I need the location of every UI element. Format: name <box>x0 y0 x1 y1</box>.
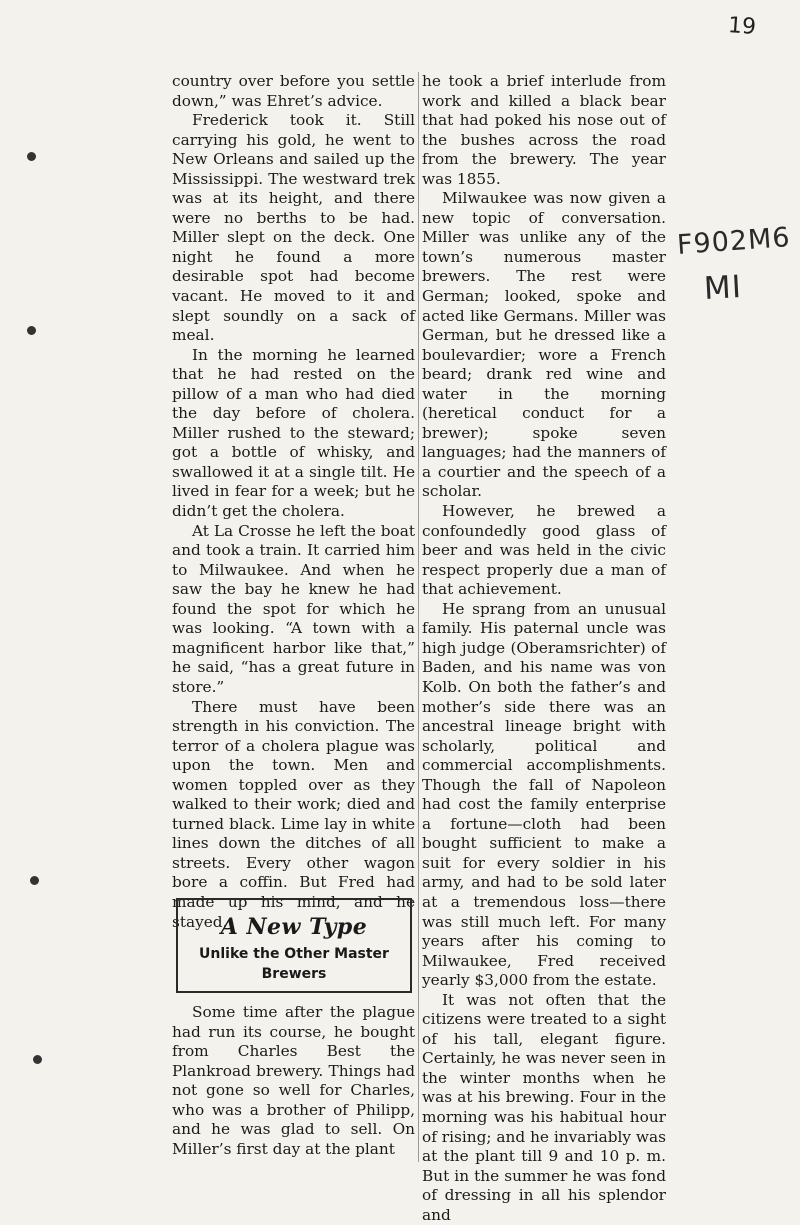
paragraph: He sprang from an unusual family. His paternal uncle was high judge (Oberamsrichter) of Baden, and his name was von Kolb. On both the father’s and mother’s side there was an ancestral lineage bright with scholarly, political and commercial accomplishments. Though the fall of Napoleon had cost the family enterprise a fortune—cloth had been bought sufficient to make a suit for every soldier in his army, and had to be sold later at a tremendous loss—there was still much left. For many years after his coming to Milwaukee, Fred received yearly $3,000 from the estate. <box>422 599 666 990</box>
margin-note-initials: MI <box>703 269 743 307</box>
article-left-column <box>172 72 415 932</box>
paragraph: At La Crosse he left the boat and took a train. It carried him to Milwaukee. And when he saw the bay he knew he had found the spot for which he was looking. “A town with a magnificent harbor like that,” he said, “has a great future in store.” <box>172 521 415 696</box>
paragraph: he took a brief interlude from work and killed a black bear that had poked his nose out of the bushes across the road from the brewery. The year was 1855. <box>422 72 666 188</box>
paragraph: There must have been strength in his conviction. The terror of a cholera plague was upon the town. Men and women toppled over as they walked to their work; died and turned black. Lime lay in white lines down the ditches of all streets. Every other wagon bore a coffin. But Fred had made up his mind, and he stayed. <box>172 697 415 931</box>
column-rule <box>418 72 419 1162</box>
paragraph: However, he brewed a confoundedly good glass of beer and was held in the civic respect properly due a man of that achievement. <box>422 502 666 599</box>
punch-hole <box>30 876 39 885</box>
page-number: 19 <box>727 13 757 40</box>
subhead-title: A New Type <box>220 914 368 940</box>
punch-hole <box>33 1055 42 1064</box>
paragraph: In the morning he learned that he had rested on the pillow of a man who had died the day before of cholera. Miller rushed to the steward; got a bottle of whisky, and swallowed it at a single tilt. He lived in fear for a week; but he didn’t get the cholera. <box>172 345 415 521</box>
paragraph: country over before you settle down,” was Ehret’s advice. <box>172 72 415 110</box>
article-left-column-lower <box>172 1003 415 1159</box>
subhead-subtitle: Unlike the Other Master Brewers <box>199 946 389 982</box>
punch-hole <box>27 326 36 335</box>
subhead-box <box>176 898 412 993</box>
paragraph: Some time after the plague had run its course, he bought from Charles Best the Plankroad brewery. Things had not gone so well for Charles, who was a brother of Philipp, and he was glad to sell. On Miller’s first day at the plant <box>172 1003 415 1158</box>
paragraph: Milwaukee was now given a new topic of conversation. Miller was unlike any of the town’s numerous master brewers. The rest were German; looked, spoke and acted like Germans. Miller was German, but he dressed like a boulevardier; wore a French beard; drank red wine and water in the morning (heretical conduct for a brewer); spoke seven languages; had the manners of a courtier and the speech of a scholar. <box>422 189 666 501</box>
margin-note-catalog: F902M6 <box>676 222 792 261</box>
punch-hole <box>27 152 36 161</box>
paragraph: Frederick took it. Still carrying his gold, he went to New Orleans and sailed up the Mississippi. The westward trek was at its height, and there were no berths to be had. Miller slept on the deck. One night he found a more desirable spot had become vacant. He moved to it and slept soundly on a sack of meal. <box>172 111 415 345</box>
paragraph: It was not often that the citizens were treated to a sight of his tall, elegant figure. Certainly, he was never seen in the winter months when he was at his brewing. Four in the morning was his habitual hour of rising; and he invariably was at the plant till 9 and 10 p. m. But in the summer he was fond of dressing in all his splendor and <box>422 990 666 1224</box>
article-right-column <box>422 72 666 1225</box>
